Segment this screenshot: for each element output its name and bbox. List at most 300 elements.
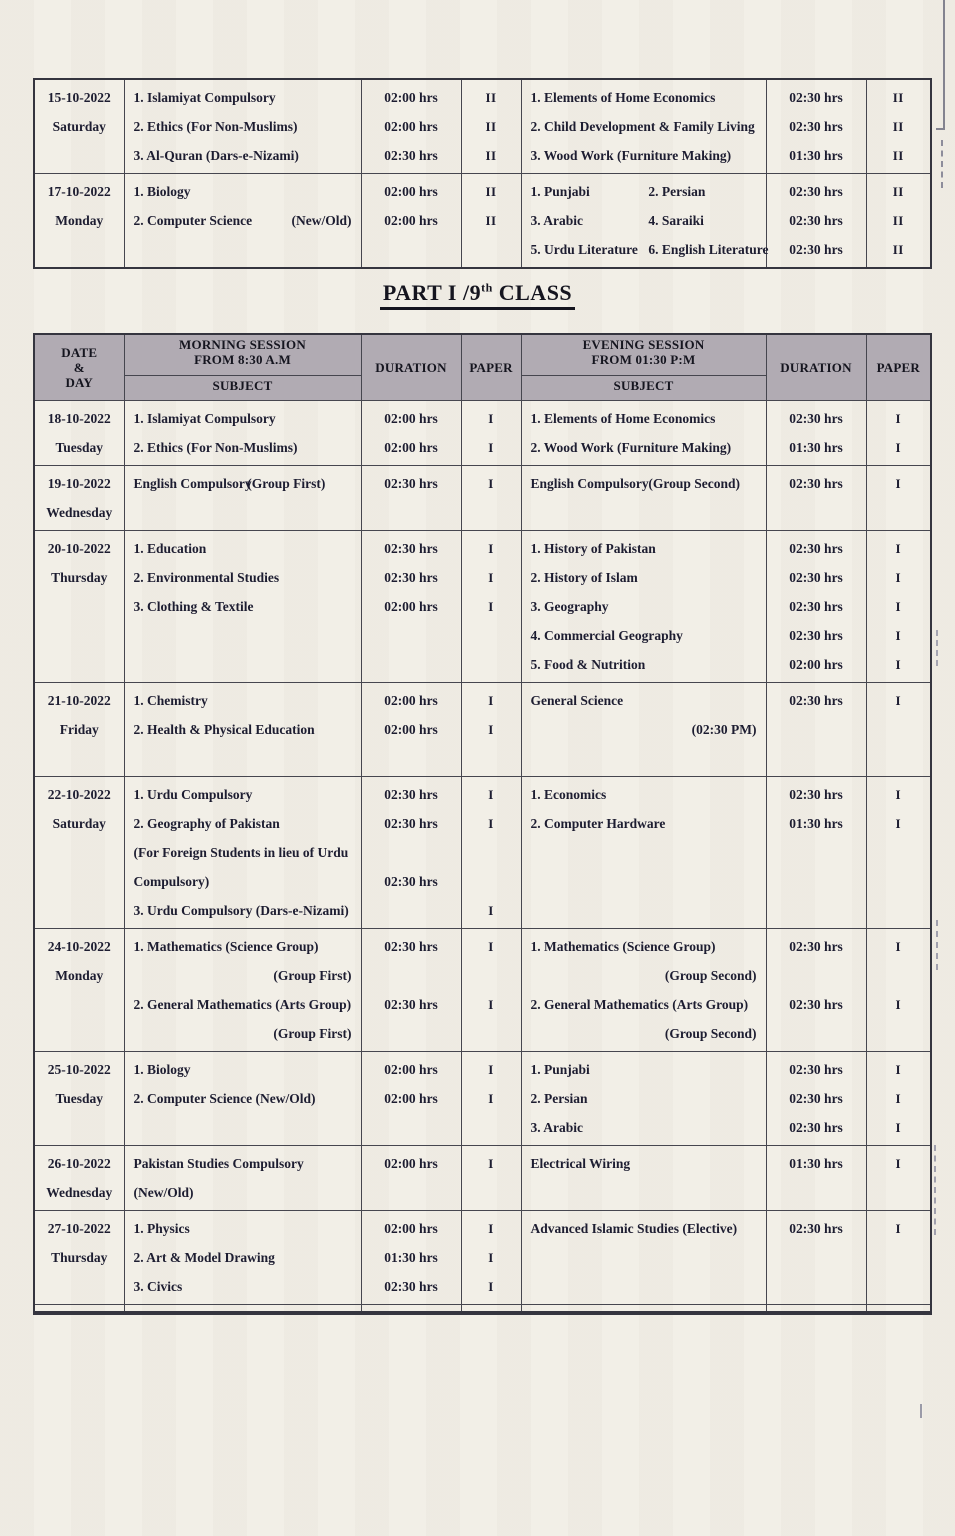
- paper-number: [867, 1272, 931, 1301]
- table-row: [34, 401, 931, 466]
- morning-duration-cell: [361, 79, 461, 174]
- subject-text-right: (Group First): [273, 967, 352, 983]
- duration-text: 02:30 hrs: [789, 1090, 843, 1106]
- duration-text: 02:30 hrs: [789, 475, 843, 491]
- paper-number: [867, 867, 931, 896]
- paper-number: [867, 1243, 931, 1272]
- evening-duration-cell: [766, 466, 866, 531]
- paper-number: I: [488, 1278, 494, 1294]
- morning-paper-cell: [461, 466, 521, 531]
- paper-number: II: [892, 89, 904, 105]
- duration-text: 01:30 hrs: [789, 1155, 843, 1171]
- table-line: [522, 404, 766, 433]
- page-title-text: PART I /9th CLASS: [380, 280, 575, 310]
- duration-text: 02:30 hrs: [789, 241, 843, 257]
- paper-number: II: [485, 212, 497, 228]
- date-cell: [34, 79, 124, 174]
- subject-text: 1. Mathematics (Science Group): [530, 938, 716, 954]
- date-text: 15-10-2022: [47, 89, 111, 105]
- header-duration-evening: DURATION: [766, 334, 866, 401]
- paper-number: I: [488, 410, 494, 426]
- table-line: [125, 1055, 361, 1084]
- paper-number: [867, 961, 931, 990]
- day-text: Saturday: [52, 118, 106, 134]
- table-line: [125, 469, 361, 498]
- evening-duration-cell: [766, 531, 866, 683]
- scan-artifact: [920, 1404, 922, 1418]
- subject-text: 2. Health & Physical Education: [133, 721, 315, 737]
- subject-text-secondary: 4. Saraiki: [648, 212, 704, 228]
- duration-text: 02:30 hrs: [384, 996, 438, 1012]
- subject-text: 2. Ethics (For Non-Muslims): [133, 439, 298, 455]
- paper-number: [867, 498, 931, 527]
- subject-text: Pakistan Studies Compulsory: [133, 1155, 304, 1171]
- subject-text: 1. Elements of Home Economics: [530, 410, 716, 426]
- scan-artifact: [936, 630, 938, 666]
- duration-text: [767, 744, 866, 773]
- date-cell: [34, 1305, 124, 1314]
- evening-duration-cell: [766, 683, 866, 777]
- subject-text: 1. Physics: [133, 1220, 190, 1236]
- subject-text-secondary: 6. English Literature: [648, 241, 769, 257]
- duration-text: 02:30 hrs: [789, 996, 843, 1012]
- date-cell: [34, 466, 124, 531]
- evening-subject-cell: [521, 401, 766, 466]
- table-row: [34, 79, 931, 174]
- table-line: [522, 867, 766, 896]
- morning-duration-cell: [361, 466, 461, 531]
- table-line: [522, 621, 766, 650]
- paper-number: [867, 715, 931, 744]
- table-line: [522, 838, 766, 867]
- duration-text: [362, 498, 461, 527]
- subject-text: 5. Urdu Literature: [530, 241, 638, 257]
- table-line: [125, 141, 361, 170]
- subject-text: 1. Chemistry: [133, 692, 208, 708]
- table-line: [522, 990, 766, 1019]
- paper-number: I: [895, 569, 902, 585]
- table-line: [125, 621, 361, 650]
- duration-text: 02:30 hrs: [789, 786, 843, 802]
- table-line: [125, 1243, 361, 1272]
- paper-number: II: [485, 118, 497, 134]
- table-line: [522, 1055, 766, 1084]
- subject-text: 1. Biology: [133, 1061, 191, 1077]
- table-line: [125, 715, 361, 744]
- paper-number: I: [895, 1155, 902, 1171]
- evening-paper-cell: [866, 79, 931, 174]
- subject-text-right: (Group Second): [664, 967, 757, 983]
- table-line: [125, 744, 361, 773]
- table-line: [125, 83, 361, 112]
- subject-text: 1. Urdu Compulsory: [133, 786, 253, 802]
- day-text: Monday: [55, 967, 104, 983]
- duration-text: 02:30 hrs: [384, 147, 438, 163]
- date-text: 24-10-2022: [47, 938, 111, 954]
- subject-text-secondary: (Group Second): [648, 475, 741, 491]
- table-line: [522, 932, 766, 961]
- morning-subject-cell: [124, 466, 361, 531]
- paper-number: II: [892, 147, 904, 163]
- subject-text: English Compulsory: [133, 475, 252, 491]
- paper-number: [867, 1178, 931, 1207]
- duration-text: 02:30 hrs: [384, 569, 438, 585]
- duration-text: [767, 498, 866, 527]
- table-line: [522, 809, 766, 838]
- duration-text: 02:00 hrs: [384, 598, 438, 614]
- header-paper-morning: PAPER: [461, 334, 521, 401]
- paper-number: II: [485, 89, 497, 105]
- subject-text: 4. Commercial Geography: [530, 627, 683, 643]
- duration-text: 02:30 hrs: [789, 569, 843, 585]
- table-row: [34, 1052, 931, 1146]
- duration-text: [362, 650, 461, 679]
- subject-text: 2. Child Development & Family Living: [530, 118, 755, 134]
- table-line: [125, 433, 361, 462]
- date-text: 18-10-2022: [47, 410, 111, 426]
- morning-paper-cell: [461, 79, 521, 174]
- subject-text-right: (New/Old): [291, 212, 352, 228]
- subject-text: (For Foreign Students in lieu of Urdu: [133, 844, 349, 860]
- paper-number: II: [892, 183, 904, 199]
- evening-subject-cell: [521, 79, 766, 174]
- paper-number: I: [488, 902, 494, 918]
- day-text: Wednesday: [46, 1184, 113, 1200]
- paper-number: I: [895, 598, 902, 614]
- duration-text: 02:30 hrs: [789, 118, 843, 134]
- paper-number: [462, 961, 521, 990]
- morning-duration-cell: [361, 1052, 461, 1146]
- evening-duration-cell: [766, 1211, 866, 1305]
- duration-text: 01:30 hrs: [789, 815, 843, 831]
- evening-duration-cell: [766, 929, 866, 1052]
- paper-number: I: [488, 475, 494, 491]
- subject-text: 3. Al-Quran (Dars-e-Nizami): [133, 147, 299, 163]
- morning-paper-cell: [461, 174, 521, 269]
- table-row: [34, 929, 931, 1052]
- table-line: [125, 932, 361, 961]
- duration-text: [767, 715, 866, 744]
- subject-text: Compulsory): [133, 873, 210, 889]
- subject-text: 2. Computer Science: [133, 212, 253, 228]
- duration-text: [767, 896, 866, 925]
- subject-text: 2. Computer Science (New/Old): [133, 1090, 316, 1106]
- duration-text: 02:00 hrs: [384, 721, 438, 737]
- table-line: [125, 990, 361, 1019]
- morning-subject-cell: [124, 1211, 361, 1305]
- morning-subject-cell: [124, 1305, 361, 1314]
- page-title: [0, 280, 955, 310]
- table-row: [34, 174, 931, 269]
- duration-text: [362, 1019, 461, 1048]
- subject-text: 1. Punjabi: [530, 1061, 590, 1077]
- duration-text: 02:00 hrs: [384, 89, 438, 105]
- duration-text: 01:30 hrs: [789, 439, 843, 455]
- duration-text: 02:00 hrs: [384, 1090, 438, 1106]
- duration-text: 02:00 hrs: [789, 656, 843, 672]
- table-row: [34, 1146, 931, 1211]
- subject-text: 2. General Mathematics (Arts Group): [133, 996, 352, 1012]
- table-row: [34, 466, 931, 531]
- table-line: [522, 177, 766, 206]
- evening-paper-cell: [866, 929, 931, 1052]
- table-line: [522, 686, 766, 715]
- duration-text: 02:30 hrs: [789, 1119, 843, 1135]
- date-text: 22-10-2022: [47, 786, 111, 802]
- paper-number: I: [895, 1090, 902, 1106]
- date-cell: [34, 531, 124, 683]
- duration-text: 02:30 hrs: [789, 540, 843, 556]
- duration-text: [362, 1178, 461, 1207]
- morning-duration-cell: [361, 1305, 461, 1314]
- table-line: [522, 563, 766, 592]
- subject-text: 3. Arabic: [530, 1119, 583, 1135]
- duration-text: 02:00 hrs: [384, 212, 438, 228]
- table-line: [522, 1149, 766, 1178]
- paper-number: I: [895, 692, 902, 708]
- header-subject-evening: SUBJECT: [521, 376, 766, 401]
- evening-duration-cell: [766, 79, 866, 174]
- table-line: [125, 235, 361, 264]
- table-line: [522, 961, 766, 990]
- scan-artifact: [936, 920, 938, 970]
- duration-text: 02:30 hrs: [789, 938, 843, 954]
- paper-number: II: [892, 241, 904, 257]
- subject-text: 3. Civics: [133, 1278, 183, 1294]
- table-line: [125, 1149, 361, 1178]
- paper-number: I: [895, 540, 902, 556]
- morning-duration-cell: [361, 777, 461, 929]
- header-morning-session: MORNING SESSION FROM 8:30 A.M: [124, 334, 361, 376]
- table-line: [522, 83, 766, 112]
- paper-number: [462, 235, 521, 264]
- paper-number: [867, 896, 931, 925]
- paper-number: [462, 621, 521, 650]
- table-line: [125, 686, 361, 715]
- subject-text: 2. History of Islam: [530, 569, 638, 585]
- duration-text: 02:30 hrs: [789, 212, 843, 228]
- duration-text: 02:00 hrs: [384, 1061, 438, 1077]
- evening-subject-cell: [521, 929, 766, 1052]
- duration-text: [767, 867, 866, 896]
- table-row: [34, 1211, 931, 1305]
- subject-text: 3. Urdu Compulsory (Dars-e-Nizami): [133, 902, 349, 918]
- exam-schedule-table-top-partial: [33, 78, 932, 269]
- table-line: [125, 177, 361, 206]
- morning-subject-cell: [124, 929, 361, 1052]
- date-text: 17-10-2022: [47, 183, 111, 199]
- morning-subject-cell: [124, 79, 361, 174]
- day-text: Monday: [55, 212, 104, 228]
- duration-text: 02:30 hrs: [789, 89, 843, 105]
- duration-text: [362, 838, 461, 867]
- duration-text: 02:30 hrs: [384, 873, 438, 889]
- evening-duration-cell: [766, 1305, 866, 1314]
- subject-text-right: (Group First): [273, 1025, 352, 1041]
- day-text: Wednesday: [46, 504, 113, 520]
- date-cell: [34, 401, 124, 466]
- table-line: [522, 1214, 766, 1243]
- duration-text: [362, 621, 461, 650]
- evening-duration-cell: [766, 401, 866, 466]
- duration-text: [362, 961, 461, 990]
- subject-text: Advanced Islamic Studies (Elective): [530, 1220, 738, 1236]
- subject-text-right: (02:30 PM): [691, 721, 757, 737]
- table-line: [522, 1178, 766, 1207]
- spacer-line: [35, 990, 124, 1019]
- paper-number: II: [485, 147, 497, 163]
- table-line: [125, 961, 361, 990]
- paper-number: I: [895, 410, 902, 426]
- evening-paper-cell: [866, 1052, 931, 1146]
- table-line: [125, 1019, 361, 1048]
- subject-text: General Science: [530, 692, 624, 708]
- day-text: Thursday: [51, 569, 108, 585]
- paper-number: I: [488, 1220, 494, 1236]
- spacer-line: [35, 141, 124, 170]
- morning-paper-cell: [461, 1146, 521, 1211]
- table-line: [522, 433, 766, 462]
- subject-text: 3. Clothing & Textile: [133, 598, 254, 614]
- spacer-line: [35, 896, 124, 925]
- duration-text: 02:00 hrs: [384, 183, 438, 199]
- duration-text: 02:30 hrs: [789, 692, 843, 708]
- table-header: [34, 334, 931, 401]
- paper-number: [867, 744, 931, 773]
- evening-subject-cell: [521, 1305, 766, 1314]
- header-evening-session: EVENING SESSION FROM 01:30 P:M: [521, 334, 766, 376]
- date-text: 26-10-2022: [47, 1155, 111, 1171]
- duration-text: 01:30 hrs: [384, 1249, 438, 1265]
- paper-number: II: [892, 118, 904, 134]
- table-line: [522, 896, 766, 925]
- morning-duration-cell: [361, 531, 461, 683]
- table-line: [522, 141, 766, 170]
- paper-number: I: [488, 1090, 494, 1106]
- paper-number: I: [895, 938, 902, 954]
- subject-text: 2. Art & Model Drawing: [133, 1249, 275, 1265]
- paper-number: I: [895, 439, 902, 455]
- morning-paper-cell: [461, 531, 521, 683]
- paper-number: I: [488, 996, 494, 1012]
- duration-text: 02:30 hrs: [384, 1278, 438, 1294]
- paper-number: II: [485, 183, 497, 199]
- duration-text: [767, 838, 866, 867]
- morning-subject-cell: [124, 531, 361, 683]
- header-date-day: DATE & DAY: [34, 334, 124, 401]
- table-line: [522, 592, 766, 621]
- subject-text: 1. Elements of Home Economics: [530, 89, 716, 105]
- evening-subject-cell: [521, 1146, 766, 1211]
- table-line: [125, 206, 361, 235]
- subject-text: 5. Food & Nutrition: [530, 656, 646, 672]
- paper-number: I: [488, 692, 494, 708]
- evening-subject-cell: [521, 466, 766, 531]
- evening-paper-cell: [866, 401, 931, 466]
- date-cell: [34, 1146, 124, 1211]
- table-row: [34, 683, 931, 777]
- spacer-line: [35, 838, 124, 867]
- subject-text: Electrical Wiring: [530, 1155, 631, 1171]
- table-line: [125, 112, 361, 141]
- table-line: [522, 1084, 766, 1113]
- scan-artifact: [941, 140, 943, 188]
- paper-number: I: [895, 815, 902, 831]
- duration-text: [362, 896, 461, 925]
- subject-text: 1. Mathematics (Science Group): [133, 938, 319, 954]
- spacer-line: [35, 1272, 124, 1301]
- duration-text: 02:30 hrs: [789, 410, 843, 426]
- table-line: [522, 534, 766, 563]
- date-cell: [34, 1211, 124, 1305]
- paper-number: I: [488, 439, 494, 455]
- table-line: [522, 715, 766, 744]
- spacer-line: [35, 592, 124, 621]
- date-cell: [34, 174, 124, 269]
- subject-text: 2. General Mathematics (Arts Group): [530, 996, 749, 1012]
- paper-number: [462, 867, 521, 896]
- evening-subject-cell: [521, 777, 766, 929]
- duration-text: 02:30 hrs: [384, 786, 438, 802]
- evening-paper-cell: [866, 174, 931, 269]
- morning-duration-cell: [361, 1146, 461, 1211]
- subject-text-secondary: (Group First): [247, 475, 326, 491]
- table-line: [125, 1272, 361, 1301]
- scan-artifact: [936, 0, 945, 130]
- duration-text: 02:30 hrs: [789, 627, 843, 643]
- header-subject-morning: SUBJECT: [124, 376, 361, 401]
- table-line: [125, 563, 361, 592]
- morning-subject-cell: [124, 401, 361, 466]
- morning-subject-cell: [124, 683, 361, 777]
- paper-number: I: [895, 475, 902, 491]
- duration-text: [767, 1019, 866, 1048]
- duration-text: 02:30 hrs: [789, 183, 843, 199]
- day-text: Tuesday: [55, 1090, 104, 1106]
- evening-duration-cell: [766, 1146, 866, 1211]
- morning-paper-cell: [461, 929, 521, 1052]
- duration-text: [767, 1272, 866, 1301]
- day-text: Thursday: [51, 1249, 108, 1265]
- paper-number: I: [488, 540, 494, 556]
- duration-text: [767, 1243, 866, 1272]
- subject-text: English Compulsory: [530, 475, 649, 491]
- table-line: [522, 235, 769, 264]
- date-text: 19-10-2022: [47, 475, 111, 491]
- duration-text: 02:00 hrs: [384, 118, 438, 134]
- duration-text: 02:30 hrs: [384, 938, 438, 954]
- table-row: [34, 531, 931, 683]
- evening-duration-cell: [766, 777, 866, 929]
- paper-number: II: [892, 212, 904, 228]
- date-text: 21-10-2022: [47, 692, 111, 708]
- morning-duration-cell: [361, 401, 461, 466]
- duration-text: 01:30 hrs: [789, 147, 843, 163]
- paper-number: I: [895, 656, 902, 672]
- subject-text: (New/Old): [133, 1184, 194, 1200]
- paper-number: [462, 650, 521, 679]
- morning-paper-cell: [461, 683, 521, 777]
- subject-text: 3. Geography: [530, 598, 609, 614]
- date-text: 25-10-2022: [47, 1061, 111, 1077]
- table-line: [522, 1243, 766, 1272]
- subject-text: 2. Wood Work (Furniture Making): [530, 439, 732, 455]
- subject-text: 2. Computer Hardware: [530, 815, 666, 831]
- table-line: [125, 1214, 361, 1243]
- table-line: [125, 404, 361, 433]
- duration-text: 02:00 hrs: [384, 410, 438, 426]
- paper-number: I: [488, 938, 494, 954]
